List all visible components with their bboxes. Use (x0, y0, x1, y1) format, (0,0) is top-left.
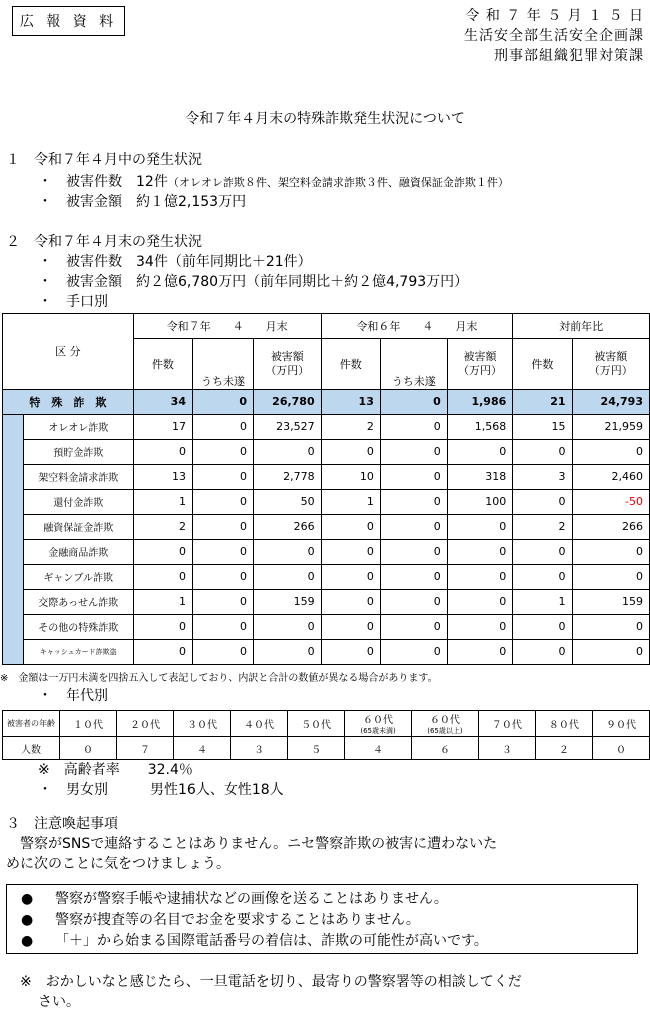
table-cell: 2,778 (254, 464, 322, 489)
count-cell: ４ (345, 737, 412, 760)
category-bar (3, 414, 24, 664)
table-cell: 159 (572, 589, 650, 614)
release-date: 令 和 ７ 年 ５ 月 １ ５ 日 (465, 8, 644, 24)
table-cell: 0 (447, 589, 513, 614)
count-cell: ３ (478, 737, 535, 760)
table-cell: 0 (380, 464, 447, 489)
table-cell: 15 (513, 414, 572, 439)
table-cell: 3 (513, 464, 572, 489)
table-cell: 21 (513, 389, 572, 414)
table-cell: 0 (447, 539, 513, 564)
table-cell: 0 (380, 389, 447, 414)
table-cell: -50 (572, 489, 650, 514)
table-cell: 266 (572, 514, 650, 539)
table-cell: 2 (321, 414, 380, 439)
warning-item: ● 警察が捜査等の名目でお金を要求することはありません。 (21, 910, 637, 931)
section2-count: ・ 被害件数 34件（前年同期比＋21件） (38, 254, 312, 270)
table-row (3, 514, 650, 539)
table-row (3, 564, 650, 589)
department-2: 刑事部組織犯罪対策課 (494, 48, 644, 64)
table-cell: 0 (254, 639, 322, 664)
table-cell: 0 (192, 464, 253, 489)
row-label: 還付金詐欺 (23, 489, 133, 514)
table-cell: 100 (447, 489, 513, 514)
header-category: 区 分 (3, 314, 134, 390)
warning-item: ● 「＋」から始まる国際電話番号の着信は、詐欺の可能性が高いです。 (21, 931, 637, 952)
count-cell: ６ (411, 737, 478, 760)
section2-method: ・ 手口別 (38, 294, 108, 310)
table-cell: 1,986 (447, 389, 513, 414)
table-cell: 23,527 (254, 414, 322, 439)
table-cell: 0 (380, 614, 447, 639)
count-cell: ３ (231, 737, 288, 760)
table-cell: 0 (380, 414, 447, 439)
table-cell: 0 (133, 539, 192, 564)
table-cell: 0 (254, 614, 322, 639)
header-amount: 被害額 （万円） (254, 339, 322, 390)
table-cell: 13 (133, 464, 192, 489)
department-1: 生活安全部生活安全企画課 (464, 28, 644, 44)
table-cell: 0 (192, 564, 253, 589)
table-cell: 0 (321, 439, 380, 464)
table-cell: 0 (380, 539, 447, 564)
row-label: 架空料金請求詐欺 (23, 464, 133, 489)
bullet-icon: ● (21, 912, 34, 928)
table-cell: 0 (447, 614, 513, 639)
table-cell: 0 (321, 614, 380, 639)
table-cell: 26,780 (254, 389, 322, 414)
age-cell: ４０代 (231, 711, 288, 737)
table-cell: 0 (380, 589, 447, 614)
table-cell: 0 (192, 589, 253, 614)
count-cell: ７ (117, 737, 174, 760)
table-cell: 0 (380, 439, 447, 464)
row-label: 特 殊 詐 欺 (3, 389, 134, 414)
table-cell: 0 (192, 414, 253, 439)
table-cell: 50 (254, 489, 322, 514)
elderly-rate: ※ 高齢者率 32.4％ (38, 762, 193, 778)
age-cell: ９０代 (592, 711, 649, 737)
age-table (2, 710, 650, 760)
table-cell: 0 (192, 489, 253, 514)
table-cell: 0 (380, 639, 447, 664)
age-cell: ３０代 (174, 711, 231, 737)
table-cell: 1 (133, 589, 192, 614)
count-cell: ０ (60, 737, 117, 760)
row-label: 金融商品詐欺 (23, 539, 133, 564)
table-row (3, 639, 650, 664)
header-count: 件数 (133, 339, 192, 390)
table-cell: 318 (447, 464, 513, 489)
document-title: 令和７年４月末の特殊詐欺発生状況について (185, 111, 465, 127)
row-label: ギャンブル詐欺 (23, 564, 133, 589)
table-cell: 17 (133, 414, 192, 439)
row-label: オレオレ詐欺 (23, 414, 133, 439)
table-cell: 0 (133, 439, 192, 464)
table-cell: 0 (572, 439, 650, 464)
header-info (464, 6, 644, 66)
table-cell: 0 (192, 539, 253, 564)
table-cell: 159 (254, 589, 322, 614)
table-row (3, 464, 650, 489)
row-label: 融資保証金詐欺 (23, 514, 133, 539)
age-heading: ・ 年代別 (38, 688, 108, 704)
table-cell: 0 (447, 514, 513, 539)
table-cell: 0 (133, 564, 192, 589)
table-cell: 266 (254, 514, 322, 539)
row-label: キャッシュカード詐欺盗 (23, 639, 133, 664)
age-cell: ６０代 (65歳以上) (411, 711, 478, 737)
section1-heading: １ 令和７年４月中の発生状況 (6, 152, 202, 168)
bullet-icon: ● (21, 933, 34, 949)
age-cell: ２０代 (117, 711, 174, 737)
table-row (3, 489, 650, 514)
table-cell: 0 (192, 439, 253, 464)
table-cell: 0 (513, 614, 572, 639)
table-cell: 0 (572, 564, 650, 589)
header-yoy: 対前年比 (513, 314, 650, 339)
table-cell: 13 (321, 389, 380, 414)
gender-breakdown: ・ 男女別 男性16人、女性18人 (38, 782, 284, 798)
table-cell: 1 (133, 489, 192, 514)
header-amount: 被害額 （万円） (572, 339, 650, 390)
table-cell: 0 (513, 564, 572, 589)
bullet-icon: ● (21, 891, 34, 907)
table-cell: 0 (192, 514, 253, 539)
table-cell: 0 (572, 639, 650, 664)
footer-note-2: さい。 (38, 994, 80, 1010)
table-cell: 0 (133, 614, 192, 639)
row-label: 交際あっせん詐欺 (23, 589, 133, 614)
section3-line2: めに次のことに気をつけましょう。 (6, 856, 230, 872)
table-cell: 0 (192, 614, 253, 639)
press-release-badge: 広 報 資 料 (12, 6, 125, 36)
section1-count-detail: （オレオレ詐欺８件、架空料金請求詐欺３件、融資保証金詐欺１件） (167, 176, 509, 189)
table-cell: 0 (513, 639, 572, 664)
header-period-2025: 令和７年 ４ 月末 (133, 314, 321, 339)
header-period-2024: 令和６年 ４ 月末 (321, 314, 513, 339)
table-row (3, 389, 650, 414)
table-cell: 21,959 (572, 414, 650, 439)
table-cell: 0 (572, 614, 650, 639)
header-count: 件数 (321, 339, 380, 390)
table-cell: 0 (447, 564, 513, 589)
table-cell: 0 (321, 539, 380, 564)
count-cell: ５ (288, 737, 345, 760)
table-cell: 0 (380, 514, 447, 539)
table-cell: 0 (133, 639, 192, 664)
table-cell: 0 (572, 539, 650, 564)
table-cell: 1,568 (447, 414, 513, 439)
table-cell: 0 (192, 389, 253, 414)
section1-count-label: ・ 被害件数 12件 (38, 174, 168, 190)
table-cell: 0 (321, 639, 380, 664)
table-cell: 1 (513, 589, 572, 614)
age-cell: ８０代 (535, 711, 592, 737)
age-row-label: 被害者の年齢 (3, 711, 60, 737)
table-cell: 0 (254, 564, 322, 589)
age-cell: １０代 (60, 711, 117, 737)
table-cell: 0 (254, 439, 322, 464)
table-cell: 0 (321, 589, 380, 614)
table-cell: 0 (380, 564, 447, 589)
table-cell: 0 (321, 514, 380, 539)
table-row (3, 539, 650, 564)
section3-line1: 警察がSNSで連絡することはありません。ニセ警察詐欺の被害に遭わないた (6, 836, 498, 852)
table-cell: 10 (321, 464, 380, 489)
table-row (3, 414, 650, 439)
rounding-note: ※ 金額は一万円未満を四捨五入して表記しており、内訳と合計の数値が異なる場合があります。 (0, 673, 438, 684)
section3-heading: ３ 注意喚起事項 (6, 816, 118, 832)
table-cell: 2 (513, 514, 572, 539)
age-cell: ５０代 (288, 711, 345, 737)
table-cell: 24,793 (572, 389, 650, 414)
table-cell: 0 (380, 489, 447, 514)
header-attempt: うち未遂 (192, 363, 253, 389)
age-cell: ７０代 (478, 711, 535, 737)
table-cell: 34 (133, 389, 192, 414)
row-label: 預貯金詐欺 (23, 439, 133, 464)
count-row-label: 人数 (3, 737, 60, 760)
count-cell: ４ (174, 737, 231, 760)
table-row (3, 614, 650, 639)
table-cell: 0 (513, 489, 572, 514)
method-table (2, 313, 650, 665)
table-cell: 0 (254, 539, 322, 564)
table-cell: 0 (321, 564, 380, 589)
section1-count (38, 172, 509, 193)
table-cell: 0 (513, 539, 572, 564)
age-cell: ６０代 (65歳未満) (345, 711, 412, 737)
header-count: 件数 (513, 339, 572, 390)
table-cell: 0 (447, 639, 513, 664)
warning-item: ● 警察が警察手帳や逮捕状などの画像を送ることはありません。 (21, 889, 637, 910)
footer-note-1: ※ おかしいなと感じたら、一旦電話を切り、最寄りの警察署等の相談してくだ (20, 974, 522, 990)
header-attempt: うち未遂 (380, 363, 447, 389)
table-cell: 0 (513, 439, 572, 464)
count-cell: ２ (535, 737, 592, 760)
table-row (3, 589, 650, 614)
table-row (3, 439, 650, 464)
header-amount: 被害額 （万円） (447, 339, 513, 390)
row-label: その他の特殊詐欺 (23, 614, 133, 639)
table-cell: 1 (321, 489, 380, 514)
table-cell: 2,460 (572, 464, 650, 489)
warning-box (6, 884, 638, 954)
table-cell: 2 (133, 514, 192, 539)
section1-amount: ・ 被害金額 約１億2,153万円 (38, 194, 247, 210)
table-cell: 0 (447, 439, 513, 464)
section2-heading: ２ 令和７年４月末の発生状況 (6, 234, 202, 250)
count-cell: ０ (592, 737, 649, 760)
section2-amount: ・ 被害金額 約２億6,780万円（前年同期比＋約２億4,793万円） (38, 274, 469, 290)
table-cell: 0 (192, 639, 253, 664)
